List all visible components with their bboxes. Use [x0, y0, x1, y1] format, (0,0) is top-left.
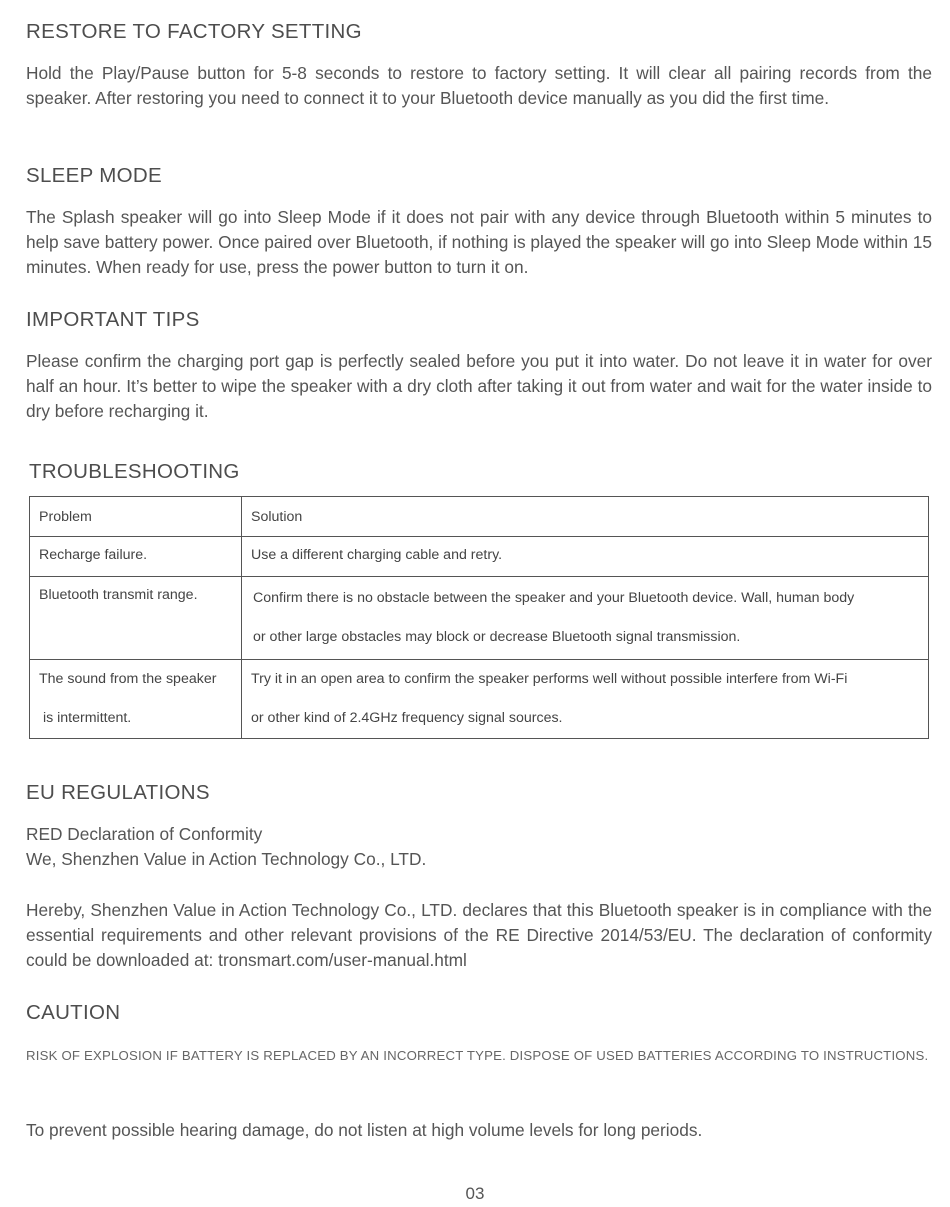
problem-text: Recharge failure. — [39, 547, 148, 563]
sleep-mode-body: The Splash speaker will go into Sleep Mode if it does not pair with any device through Bluetooth within 5 minutes to help save battery power. Once paired over Bluetooth, if nothing is played the speaker will go into Sleep Mode within 15 minutes. When ready for use, press the power button to turn it on. — [26, 207, 932, 277]
problem-cell — [30, 577, 242, 660]
page-number: 03 — [465, 1184, 485, 1203]
solution-cell — [242, 577, 929, 660]
problem-cell — [30, 660, 242, 739]
eu-declaration-body: Hereby, Shenzhen Value in Action Technology Co., LTD. declares that this Bluetooth speaker is in compliance with the essential requirements and other relevant provisions of the RE Directive 2014/53/EU. The declaration of conformity could be downloaded at: tronsmart.com/user-manual.html — [26, 900, 932, 970]
solution-cell — [242, 660, 929, 739]
important-tips-body: Please confirm the charging port gap is perfectly sealed before you put it into water. Do not leave it in water for over half an hour. It’s better to wipe the speaker with a dry cloth after taking it out from water and wait for the water inside to dry before recharging it. — [26, 351, 932, 421]
header-problem — [30, 497, 242, 537]
solution-text-line-1: Confirm there is no obstacle between the speaker and your Bluetooth device. Wall, human body — [253, 590, 855, 606]
header-problem-label: Problem — [39, 509, 92, 525]
solution-cell — [242, 537, 929, 577]
table-header-row — [30, 497, 929, 537]
solution-text-line-2: or other kind of 2.4GHz frequency signal sources. — [251, 710, 563, 726]
troubleshooting-heading: TROUBLESHOOTING — [29, 460, 240, 483]
header-solution-label: Solution — [251, 509, 303, 525]
hearing-warning: To prevent possible hearing damage, do not listen at high volume levels for long periods. — [26, 1120, 703, 1140]
problem-text-line-1: The sound from the speaker — [39, 671, 217, 687]
solution-text-line-2: or other large obstacles may block or decrease Bluetooth signal transmission. — [253, 629, 741, 645]
important-tips-heading: IMPORTANT TIPS — [26, 308, 200, 331]
battery-warning: RISK OF EXPLOSION IF BATTERY IS REPLACED BY AN INCORRECT TYPE. DISPOSE OF USED BATTERIES ACCORDING TO INSTRUCTIONS. — [26, 1048, 929, 1063]
caution-heading: CAUTION — [26, 1001, 121, 1024]
table-row — [30, 577, 929, 660]
troubleshooting-table — [29, 496, 929, 739]
eu-regulations-heading: EU REGULATIONS — [26, 781, 210, 804]
table-row — [30, 537, 929, 577]
declaration-title: RED Declaration of Conformity — [26, 824, 263, 844]
table-row — [30, 660, 929, 739]
sleep-mode-heading: SLEEP MODE — [26, 164, 162, 187]
problem-text: Bluetooth transmit range. — [39, 587, 198, 603]
header-solution — [242, 497, 929, 537]
solution-text: Use a different charging cable and retry. — [251, 547, 503, 563]
restore-heading: RESTORE TO FACTORY SETTING — [26, 20, 362, 43]
solution-text-line-1: Try it in an open area to confirm the speaker performs well without possible interfere from Wi-Fi — [251, 671, 848, 687]
company-line: We, Shenzhen Value in Action Technology Co., LTD. — [26, 849, 427, 869]
problem-text-line-2: is intermittent. — [39, 710, 132, 726]
problem-cell — [30, 537, 242, 577]
restore-body: Hold the Play/Pause button for 5-8 seconds to restore to factory setting. It will clear all pairing records from the speaker. After restoring you need to connect it to your Bluetooth device manually as you did the first time. — [26, 63, 932, 108]
